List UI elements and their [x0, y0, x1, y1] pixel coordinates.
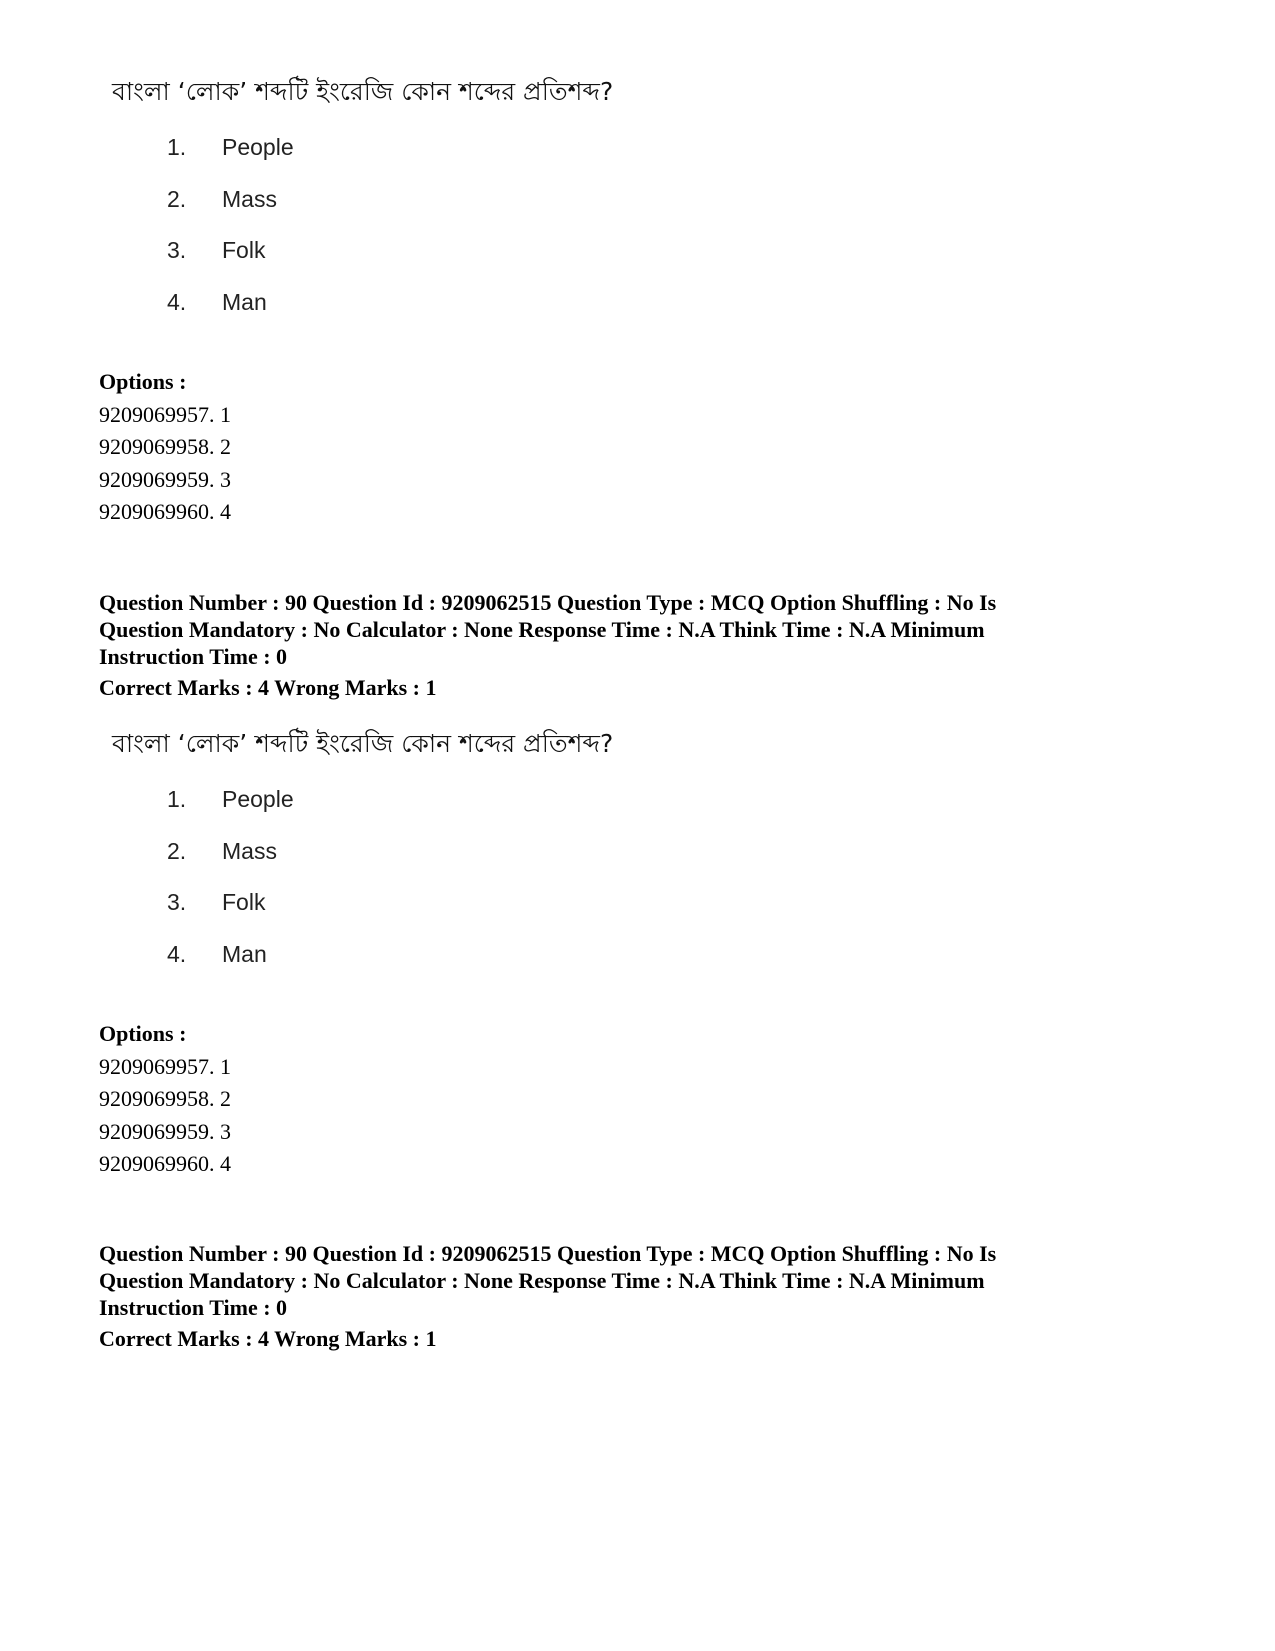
- option-line: 9209069957. 1: [99, 401, 231, 427]
- choice-item: [112, 877, 712, 929]
- choice-number: 4.: [167, 288, 187, 315]
- marks-line: Correct Marks : 4 Wrong Marks : 1: [99, 675, 437, 700]
- choice-item: [112, 826, 712, 878]
- choice-item: [112, 225, 712, 277]
- options-block-1: [99, 366, 231, 529]
- meta-line: Question Mandatory : No Calculator : None Response Time : N.A Think Time : N.A Minimum: [99, 617, 985, 642]
- choice-text: People: [222, 134, 294, 160]
- question-image-1: [112, 76, 712, 328]
- choice-item: [112, 929, 712, 981]
- choice-number: 3.: [167, 237, 187, 263]
- option-line: 9209069959. 3: [99, 1118, 231, 1144]
- option-line: 9209069960. 4: [99, 1151, 231, 1176]
- options-label: Options :: [99, 1021, 187, 1046]
- bengali-question-text: বাংলা ‘লোক’ শব্দটি ইংরেজি কোন শব্দের প্রতিশব্দ?: [112, 729, 614, 758]
- choice-text: Mass: [222, 185, 277, 212]
- question-meta-2: [99, 1240, 1189, 1352]
- question-meta-1: [99, 589, 1189, 701]
- choice-list: [112, 774, 712, 980]
- choice-number: 3.: [167, 889, 187, 915]
- option-line: 9209069958. 2: [99, 1086, 231, 1111]
- question-image-2: [112, 728, 712, 980]
- choice-item: [112, 774, 712, 826]
- choice-number: 1.: [167, 134, 187, 160]
- options-label: Options :: [99, 369, 187, 394]
- choice-item: [112, 122, 712, 174]
- choice-number: 2.: [167, 185, 187, 212]
- choice-item: [112, 277, 712, 329]
- meta-line: Question Number : 90 Question Id : 9209062515 Question Type : MCQ Option Shuffling : No Is: [99, 1241, 997, 1266]
- choice-number: 2.: [167, 837, 187, 864]
- meta-line: Instruction Time : 0: [99, 1295, 288, 1320]
- meta-line: Question Number : 90 Question Id : 9209062515 Question Type : MCQ Option Shuffling : No Is: [99, 590, 997, 615]
- options-block-2: [99, 1018, 231, 1181]
- meta-line: Question Mandatory : No Calculator : None Response Time : N.A Think Time : N.A Minimum: [99, 1268, 985, 1293]
- option-line: 9209069958. 2: [99, 434, 231, 459]
- option-line: 9209069960. 4: [99, 499, 231, 524]
- marks-line: Correct Marks : 4 Wrong Marks : 1: [99, 1326, 437, 1351]
- choice-text: Man: [222, 940, 267, 967]
- option-line: 9209069957. 1: [99, 1053, 231, 1079]
- choice-number: 1.: [167, 786, 187, 812]
- choice-list: [112, 122, 712, 328]
- option-line: 9209069959. 3: [99, 466, 231, 492]
- choice-text: People: [222, 786, 294, 812]
- meta-line: Instruction Time : 0: [99, 644, 288, 669]
- choice-text: Man: [222, 288, 267, 315]
- choice-item: [112, 174, 712, 226]
- choice-number: 4.: [167, 940, 187, 967]
- choice-text: Folk: [222, 889, 266, 915]
- choice-text: Folk: [222, 237, 266, 263]
- choice-text: Mass: [222, 837, 277, 864]
- bengali-question-text: বাংলা ‘লোক’ শব্দটি ইংরেজি কোন শব্দের প্রতিশব্দ?: [112, 77, 614, 106]
